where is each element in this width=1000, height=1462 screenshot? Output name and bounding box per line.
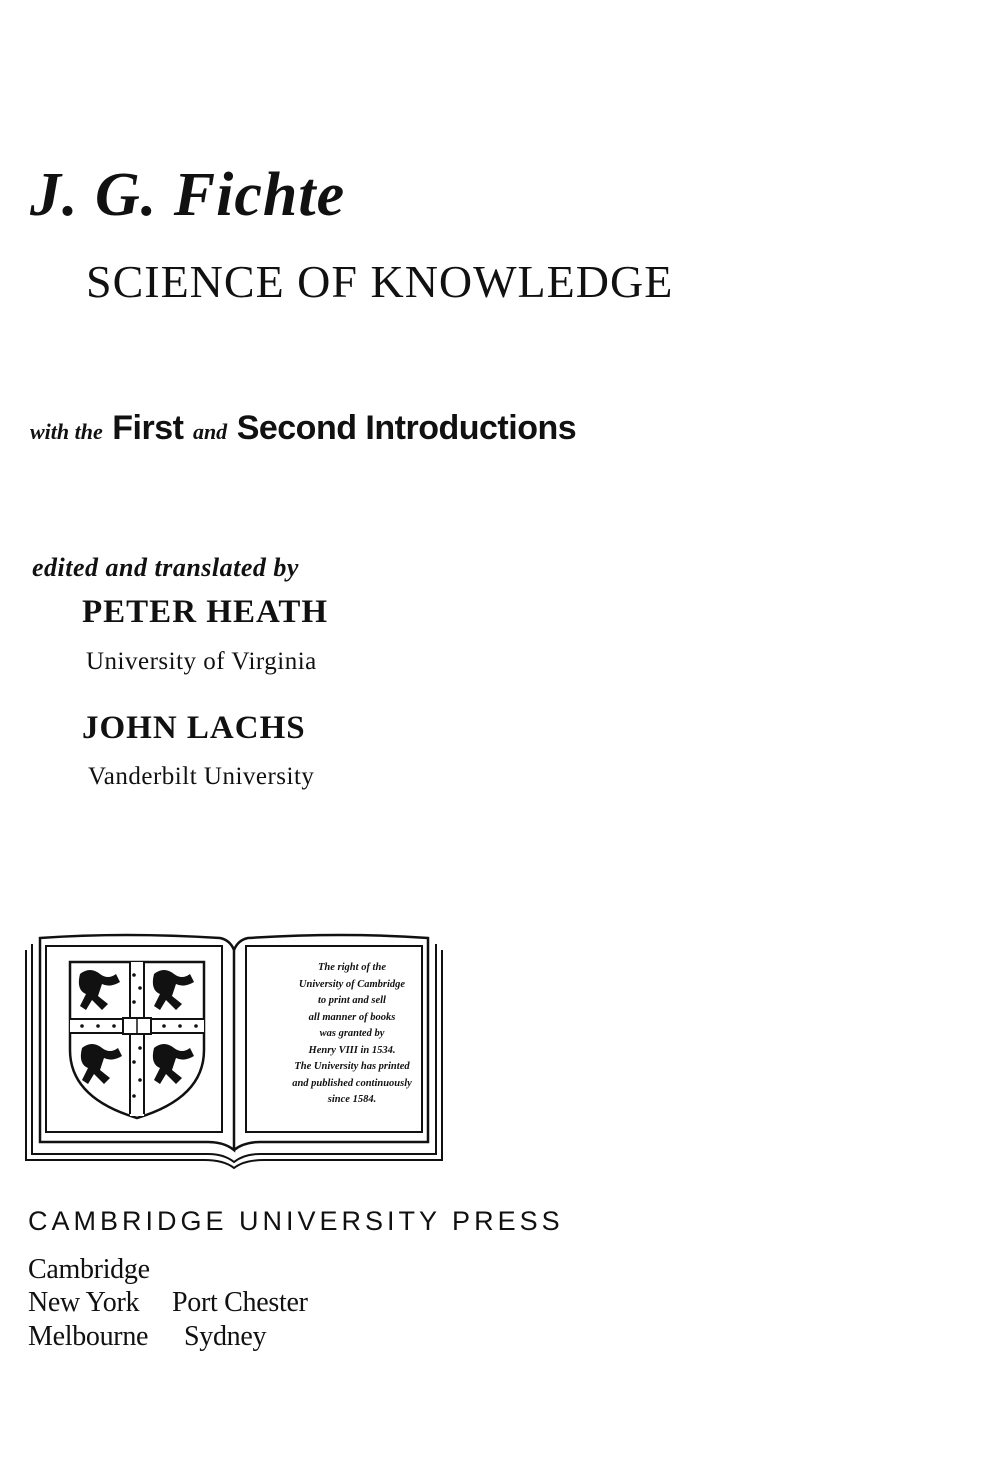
inscription-line: University of Cambridge [298,978,406,990]
publisher-place: New York [28,1287,140,1318]
inscription-line: The right of the [318,962,386,973]
editor-affiliation: University of Virginia [86,648,317,675]
inscription-line: was granted by [319,1028,385,1039]
publisher-name: CAMBRIDGE UNIVERSITY PRESS [28,1206,564,1236]
inscription-line: to print and sell [318,995,386,1006]
cambridge-press-emblem [24,930,444,1170]
edited-by-label: edited and translated by [32,553,299,582]
publisher-place: Melbourne [28,1321,149,1352]
editor-name: JOHN LACHS [82,710,306,746]
subtitle-with-the: with the [30,419,103,444]
editor-name: PETER HEATH [82,594,329,630]
subtitle-first: First [112,409,184,447]
inscription-line: since 1584. [327,1094,377,1105]
inscription-line: Henry VIII in 1534. [308,1044,396,1056]
inscription-line: and published continuously [292,1077,412,1089]
publisher-place: Sydney [184,1321,267,1352]
book-title: SCIENCE OF KNOWLEDGE [86,256,674,307]
emblem-inscription [262,960,442,1109]
inscription-line: all manner of books [308,1011,396,1023]
publisher-place: Cambridge [28,1254,150,1285]
book-subtitle [30,405,576,449]
editor-affiliation: Vanderbilt University [88,763,315,790]
inscription-line: The University has printed [294,1061,410,1072]
author-name: J. G. Fichte [30,161,346,229]
subtitle-second-introductions: Second Introductions [236,409,577,447]
publisher-place: Port Chester [172,1287,308,1318]
subtitle-and: and [192,419,228,444]
